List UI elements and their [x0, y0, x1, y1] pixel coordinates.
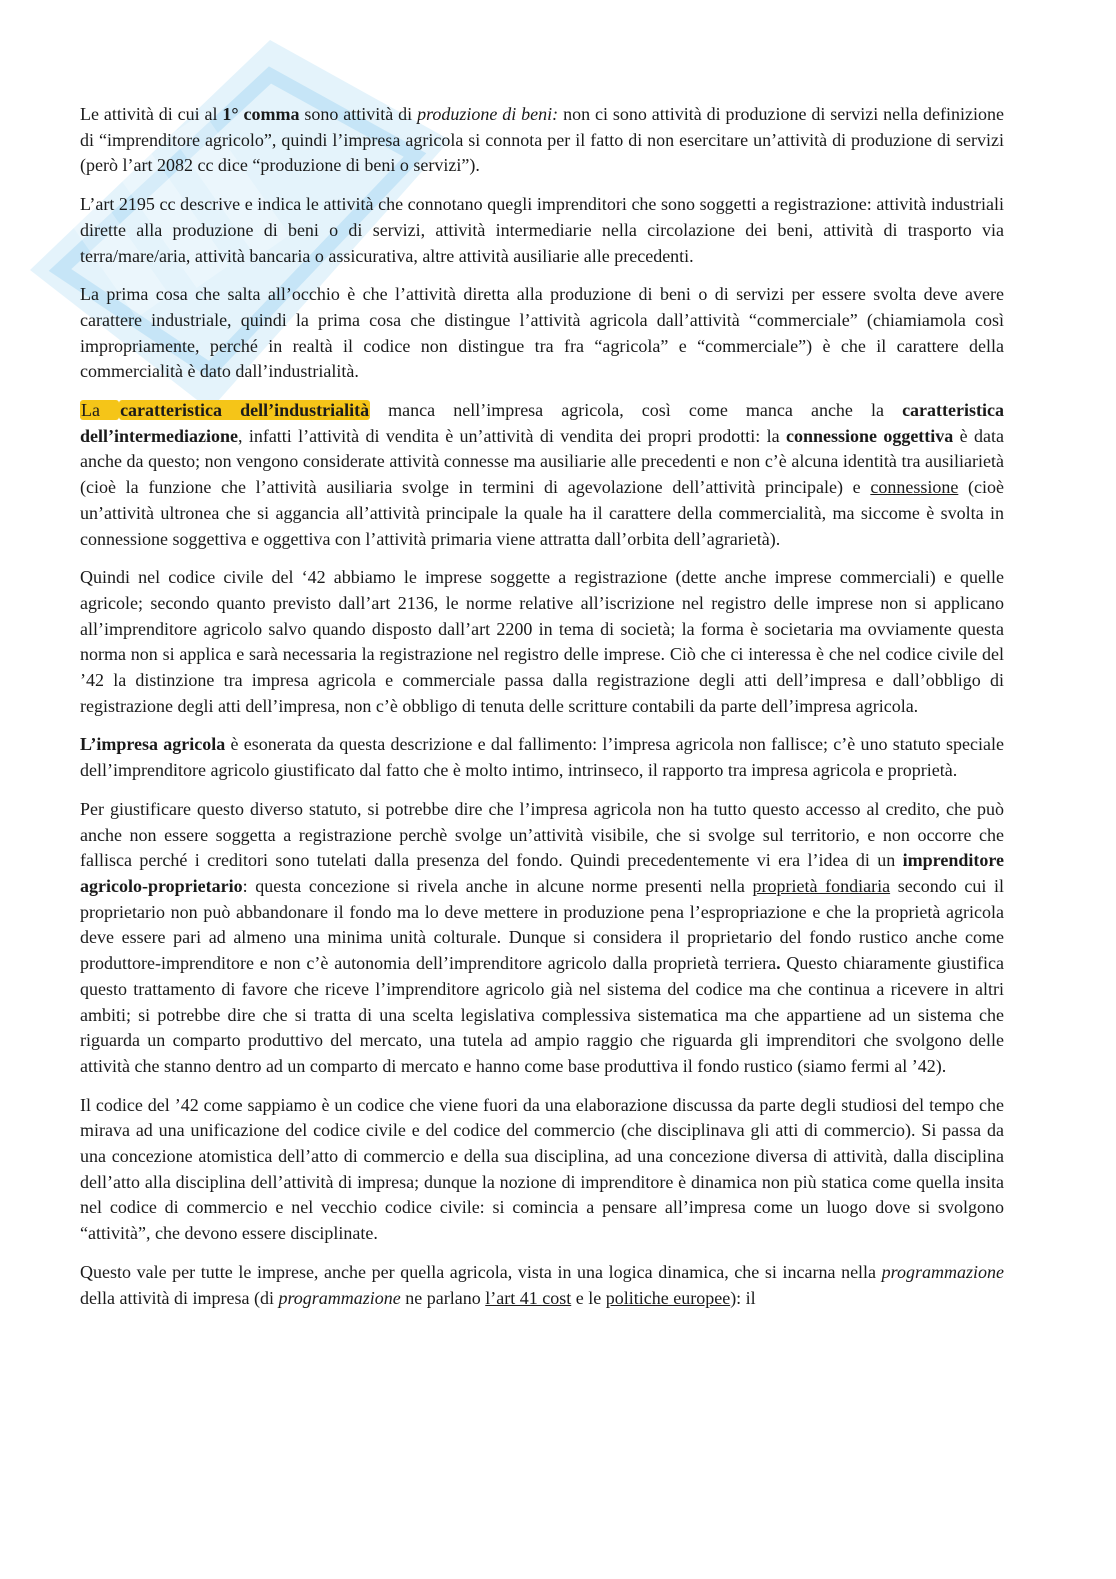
text-run: Quindi nel codice civile del ‘42 abbiamo le imprese soggette a registrazione (dette anche imprese commerciali) e quelle agricole; secondo quanto previsto dall’art 2136, le norme relative all’iscrizione nel registro delle imprese non si applicano all’imprenditore agricolo salvo quando disposto dall’art 2200 in tema di società; la forma è societaria ma ovviamente questa norma non si applica e sarà necessaria la registrazione nel registro delle imprese. Ciò che ci interessa è che nel codice civile del ’42 la distinzione tra impresa agricola e commerciale passa dalla registrazione degli atti dell’impresa e dall’obbligo di registrazione degli atti dell’impresa, non c’è obbligo di tenuta delle scritture contabili da parte dell’impresa agricola.	[80, 567, 1004, 716]
text-run-b: L’impresa agricola	[80, 734, 226, 755]
text-run-u: proprietà fondiaria	[752, 875, 891, 896]
text-run: L’art 2195 cc descrive e indica le attività che connotano quegli imprenditori che sono soggetti a registrazione: attività industriali dirette alla produzione di beni o di servizi, attività intermediarie nella circolazione dei beni, attività di trasporto via terra/mare/aria, attività bancaria o assicurativa, altre attività ausiliarie alle precedenti.	[80, 194, 1004, 266]
text-run: della attività di impresa (di	[80, 1287, 279, 1308]
paragraph-5	[80, 565, 1004, 719]
text-run-hl: La	[81, 400, 119, 421]
text-run-hlb: caratteristica dell’industrialità	[120, 400, 370, 421]
text-run: secondo cui il proprietario non può abbandonare il fondo ma lo deve mettere in produzione pena l’espropriazione e che la proprietà agricola deve essere pari ad almeno una minima unità colturale. Dunque si considera il proprietario del fondo rustico anche come produttore-imprenditore e non c’è autonomia dell’imprenditore agricolo dalla proprietà terriera	[80, 875, 1005, 974]
text-run: (cioè un’attività ultronea che si aggancia all’attività principale la quale ha il carattere della commercialità, ma siccome è svolta in connessione soggettiva e oggettiva con l’attività primaria viene attratta dall’orbita dell’agrarietà).	[80, 477, 1004, 549]
text-run: Il codice del ’42 come sappiamo è un codice che viene fuori da una elaborazione discussa da parte degli studiosi del tempo che mirava ad una unificazione del codice civile e del codice del commercio (che disciplinava gli atti di commercio). Si passa da una concezione atomistica dell’atto di commercio e della sua disciplina, ad una concezione diversa di attività, dalla disciplina dell’atto alla disciplina dell’attività di impresa; dunque la nozione di imprenditore è dinamica non più statica come quella insita nel codice di commercio e nel vecchio codice civile: si comincia a pensare all’impresa come un luogo dove si svolgono “attività”, che devono essere disciplinate.	[80, 1094, 1004, 1244]
text-run: Questo vale per tutte le imprese, anche per quella agricola, vista in una logica dinamica, che si incarna nella	[80, 1261, 882, 1282]
text-run-i: programmazione	[278, 1287, 401, 1308]
paragraph-4	[80, 398, 1004, 552]
text-run-b: connessione oggettiva	[785, 425, 954, 446]
text-run: non ci sono attività di produzione di servizi nella definizione di “imprenditore agricolo”, quindi l’impresa agricola si connota per il fatto di non esercitare un’attività di produzione di servizi (però l’art 2082 cc dice “produzione di beni o servizi”).	[80, 104, 1004, 176]
paragraph-3	[80, 282, 1004, 385]
text-run-u: connessione	[870, 477, 959, 498]
text-run: è data anche da questo; non vengono considerate attività connesse ma ausiliarie alle precedenti e non c’è alcuna identità tra ausiliarietà (cioè la funzione che l’attività ausiliaria svolge in termini di agevolazione dell’attività principale) e	[80, 425, 1004, 498]
paragraph-7	[80, 797, 1004, 1080]
text-run-u: politiche europee	[605, 1287, 731, 1308]
paragraph-9	[80, 1260, 1004, 1311]
text-run: manca nell’impresa agricola, così come manca anche la	[370, 400, 903, 421]
text-run: ): il	[730, 1287, 756, 1308]
paragraph-6	[80, 732, 1004, 783]
text-run: ne parlano	[400, 1287, 486, 1308]
text-run: , infatti l’attività di vendita è un’attività di vendita dei propri prodotti: la	[237, 425, 786, 446]
paragraph-1	[80, 102, 1004, 179]
text-run: Le attività di cui al	[80, 104, 223, 124]
text-run-u: l’art 41 cost	[485, 1287, 572, 1308]
paragraph-8	[80, 1093, 1004, 1247]
text-run: : questa concezione si rivela anche in alcune norme presenti nella	[242, 875, 753, 896]
text-run-b: .	[776, 953, 781, 974]
text-run-b: imprenditore agricolo-proprietario	[80, 850, 1004, 896]
text-run-i: produzione di beni:	[417, 104, 559, 124]
text-run: sono attività di	[299, 104, 418, 124]
text-run-b: caratteristica dell’intermediazione	[80, 400, 1004, 446]
text-run: La prima cosa che salta all’occhio è che l’attività diretta alla produzione di beni o di servizi per essere svolta deve avere carattere industriale, quindi la prima cosa che distingue l’attività agricola dall’attività “commerciale” (chiamiamola così impropriamente, perché in realtà il codice non distingue tra fra “agricola” e “commerciale”) è che il carattere della commercialità è dato dall’industrialità.	[80, 284, 1004, 382]
text-run: e le	[571, 1287, 606, 1308]
document-body	[80, 102, 1004, 1324]
text-run-b: 1° comma	[222, 104, 300, 124]
text-run: Questo chiaramente giustifica questo trattamento di favore che riceve l’imprenditore agricolo già nel sistema del codice ma che continua a ricevere in altri ambiti; si potrebbe dire che si tratta di una scelta legislativa complessiva sistematica ma che appartiene ad un sistema che riguarda un comparto produttivo del mercato, una tutela ad ampio raggio che riguarda gli imprenditori che svolgono delle attività che stanno dentro ad un comparto di mercato e hanno come base produttiva il fondo rustico (siamo fermi al ’42).	[80, 953, 1004, 1076]
text-run: Per giustificare questo diverso statuto, si potrebbe dire che l’impresa agricola non ha tutto questo accesso al credito, che può anche non essere soggetta a registrazione perchè svolge un’attività visibile, che si svolge sul territorio, e non occorre che fallisca perché i creditori sono tutelati dalla presenza del fondo. Quindi precedentemente vi era l’idea di un	[80, 798, 1004, 871]
text-run: è esonerata da questa descrizione e dal fallimento: l’impresa agricola non fallisce; c’è uno statuto speciale dell’imprenditore agricolo giustificato dal fatto che è molto intimo, intrinseco, il rapporto tra impresa agricola e proprietà.	[80, 734, 1004, 781]
paragraph-2	[80, 192, 1004, 269]
text-run-i: programmazione	[881, 1261, 1004, 1282]
